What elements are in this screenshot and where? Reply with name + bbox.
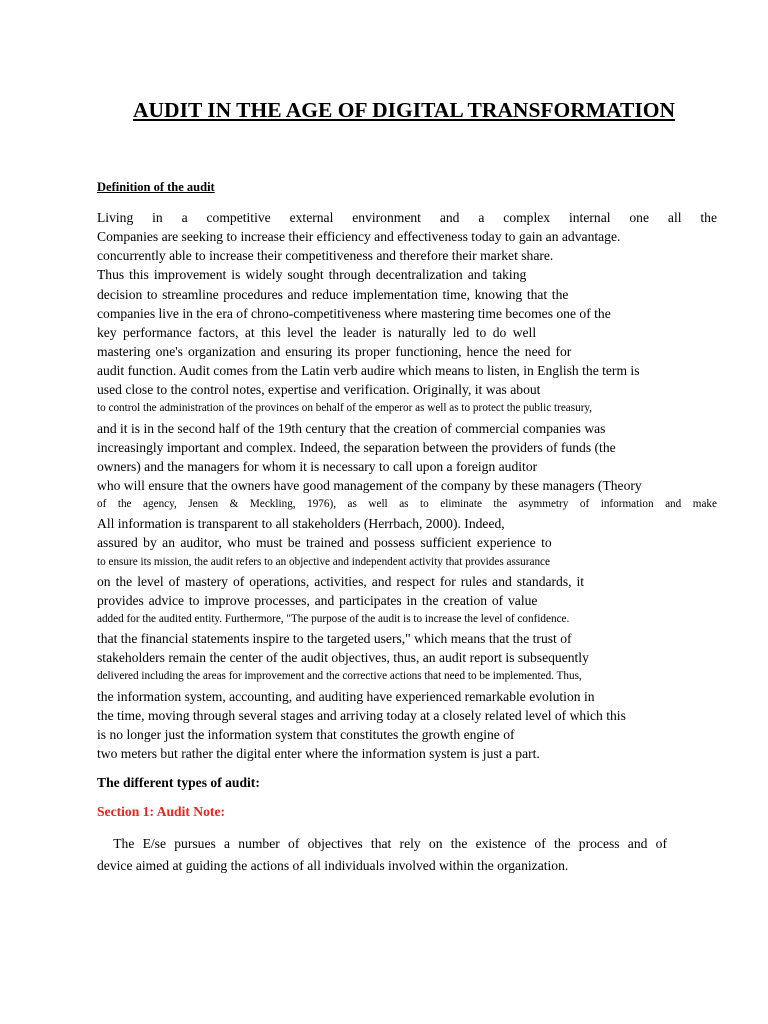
- paragraph-line: key performance factors, at this level the leader is naturally led to do well: [97, 324, 537, 340]
- paragraph-line: Thus this improvement is widely sought through decentralization and taking: [97, 267, 527, 283]
- document-title: AUDIT IN THE AGE OF DIGITAL TRANSFORMATION: [133, 98, 675, 122]
- definition-paragraph: [97, 208, 717, 763]
- audit-note-paragraph: [97, 833, 667, 877]
- audit-types-heading: The different types of audit:: [97, 775, 260, 790]
- paragraph-line: delivered including the areas for improvement and the corrective actions that need to be implemented. Thus,: [97, 670, 582, 683]
- paragraph-line: audit function. Audit comes from the Latin verb audire which means to listen, in English the term is: [97, 363, 640, 379]
- paragraph-line: to ensure its mission, the audit refers to an objective and independent activity that provides assurance: [97, 555, 550, 568]
- paragraph-line: who will ensure that the owners have good management of the company by these managers (Theory: [97, 477, 642, 493]
- paragraph-line: the information system, accounting, and auditing have experienced remarkable evolution in: [97, 688, 595, 704]
- paragraph-line: provides advice to improve processes, and participates in the creation of value: [97, 592, 538, 608]
- paragraph-line: of the agency, Jensen & Meckling, 1976), as well as to eliminate the asymmetry of information and make: [97, 498, 717, 511]
- paragraph-line: the time, moving through several stages and arriving today at a closely related level of which this: [97, 707, 626, 723]
- paragraph-line: assured by an auditor, who must be trained and possess sufficient experience to: [97, 535, 552, 551]
- paragraph-line: owners) and the managers for whom it is necessary to call upon a foreign auditor: [97, 458, 538, 474]
- paragraph-line: increasingly important and complex. Indeed, the separation between the providers of funds (the: [97, 439, 616, 455]
- paragraph-line: Living in a competitive external environment and a complex internal one all the: [97, 210, 717, 225]
- paragraph-line: and it is in the second half of the 19th century that the creation of commercial companies was: [97, 420, 606, 436]
- paragraph-line: that the financial statements inspire to the targeted users," which means that the trust of: [97, 631, 572, 647]
- paragraph-line: two meters but rather the digital enter where the information system is just a part.: [97, 745, 540, 761]
- paragraph-line: used close to the control notes, expertise and verification. Originally, it was about: [97, 382, 541, 398]
- definition-heading: Definition of the audit: [97, 180, 215, 194]
- paragraph-line: is no longer just the information system that constitutes the growth engine of: [97, 726, 515, 742]
- paragraph-line: Companies are seeking to increase their efficiency and effectiveness today to gain an advantage.: [97, 229, 621, 245]
- paragraph-line: decision to streamline procedures and reduce implementation time, knowing that the: [97, 286, 569, 302]
- paragraph-line: on the level of mastery of operations, activities, and respect for rules and standards, it: [97, 573, 585, 589]
- paragraph-line: concurrently able to increase their competitiveness and therefore their market share.: [97, 248, 554, 264]
- section-1-heading: Section 1: Audit Note:: [97, 804, 225, 819]
- paragraph-line: All information is transparent to all stakeholders (Herrbach, 2000). Indeed,: [97, 516, 505, 532]
- paragraph-line: The E/se pursues a number of objectives that rely on the existence of the process and of: [97, 836, 667, 851]
- paragraph-line: added for the audited entity. Furthermore, "The purpose of the audit is to increase the level of confidence.: [97, 612, 570, 625]
- paragraph-line: mastering one's organization and ensuring its proper functioning, hence the need for: [97, 343, 572, 359]
- paragraph-line: stakeholders remain the center of the audit objectives, thus, an audit report is subsequently: [97, 650, 589, 666]
- paragraph-line: companies live in the era of chrono-competitiveness where mastering time becomes one of the: [97, 305, 611, 321]
- paragraph-line: to control the administration of the provinces on behalf of the emperor as well as to protect the public treasury,: [97, 402, 593, 415]
- paragraph-line: device aimed at guiding the actions of all individuals involved within the organization.: [97, 858, 569, 873]
